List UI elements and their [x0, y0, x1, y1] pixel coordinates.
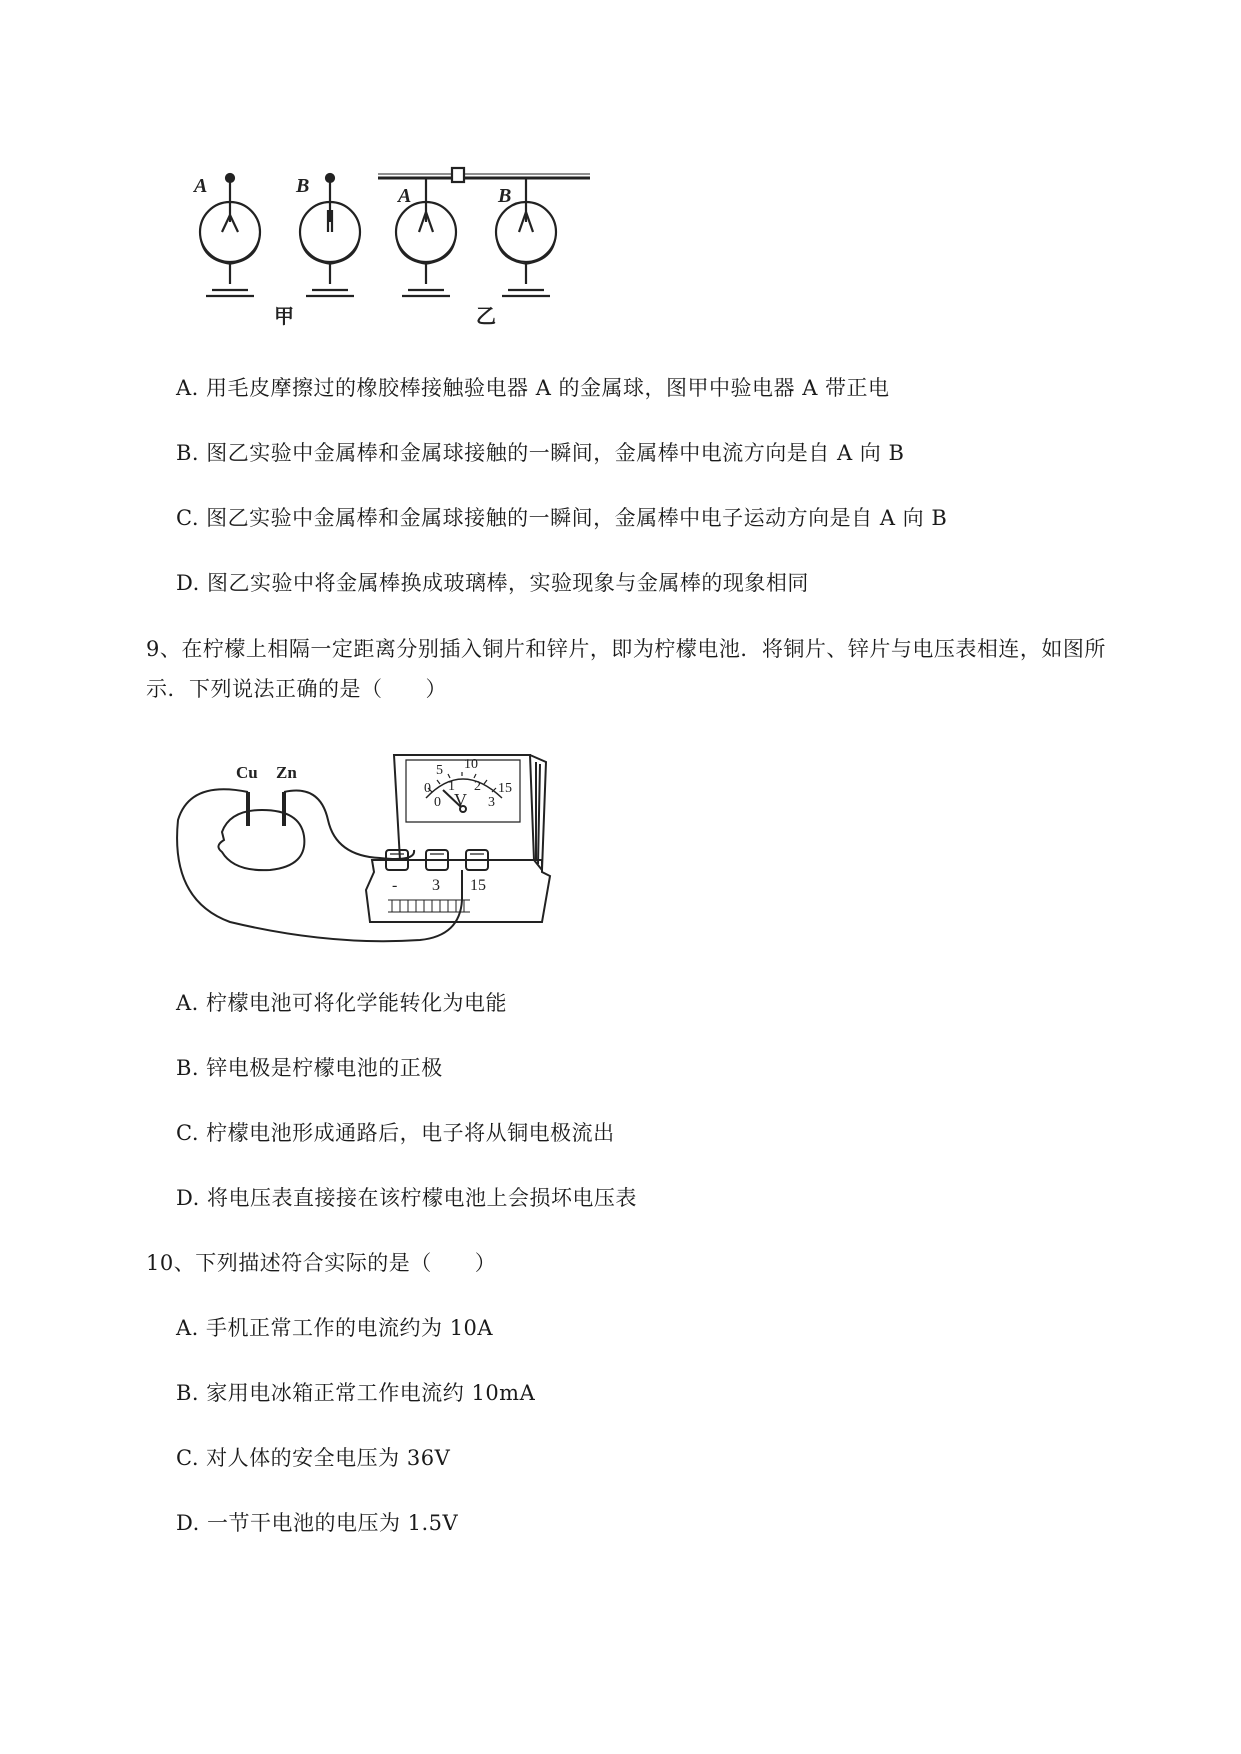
label-b-yi: B [498, 185, 512, 207]
q10-option-b: B. 家用电冰箱正常工作电流约 10mA [176, 1381, 536, 1405]
label-cu: Cu [236, 763, 258, 782]
dial-lower-0: 0 [434, 795, 441, 810]
dial-upper-15: 15 [498, 781, 512, 796]
electroscope-a-jia [200, 174, 260, 296]
lemon [218, 810, 304, 870]
dial-upper-0: 0 [424, 781, 431, 796]
label-a-yi: A [398, 185, 412, 207]
q10-option-d: D. 一节干电池的电压为 1.5V [176, 1511, 459, 1535]
q9-stem-line1: 9、在柠檬上相隔一定距离分别插入铜片和锌片，即为柠檬电池．将铜片、锌片与电压表相连，如图所 [146, 637, 1106, 661]
q8-option-c: C. 图乙实验中金属棒和金属球接触的一瞬间，金属棒中电子运动方向是自 A 向 B [176, 506, 948, 530]
q9-option-b: B. 锌电极是柠檬电池的正极 [176, 1056, 443, 1080]
q9-option-d: D. 将电压表直接接在该柠檬电池上会损坏电压表 [176, 1186, 637, 1210]
terminal-15-label: 15 [470, 877, 486, 894]
terminal-3-label: 3 [432, 877, 440, 894]
q10-stem: 10、下列描述符合实际的是（ ） [146, 1251, 497, 1275]
electroscope-figure [190, 160, 610, 330]
q10-option-c: C. 对人体的安全电压为 36V [176, 1446, 451, 1470]
q9-stem-line2: 示．下列说法正确的是（ ） [146, 677, 447, 701]
q10-option-a: A. 手机正常工作的电流约为 10A [176, 1316, 494, 1340]
wire-copper [177, 789, 462, 941]
dial-lower-1: 1 [448, 779, 455, 794]
meter-symbol: V [454, 790, 467, 810]
voltmeter [366, 755, 550, 922]
dial-upper-5: 5 [436, 763, 443, 778]
dial-upper-10: 10 [464, 757, 478, 772]
q8-option-a: A. 用毛皮摩擦过的橡胶棒接触验电器 A 的金属球，图甲中验电器 A 带正电 [176, 376, 890, 400]
dial-lower-2: 2 [474, 779, 481, 794]
q8-option-b: B. 图乙实验中金属棒和金属球接触的一瞬间，金属棒中电流方向是自 A 向 B [176, 441, 905, 465]
q9-option-a: A. 柠檬电池可将化学能转化为电能 [176, 991, 508, 1015]
dial-lower-3: 3 [488, 795, 495, 810]
caption-jia: 甲 [274, 306, 294, 328]
q8-option-d: D. 图乙实验中将金属棒换成玻璃棒，实验现象与金属棒的现象相同 [176, 571, 809, 595]
terminal-minus-label: - [392, 877, 398, 894]
label-a-jia: A [194, 175, 208, 197]
label-zn: Zn [276, 763, 297, 782]
q9-option-c: C. 柠檬电池形成通路后，电子将从铜电极流出 [176, 1121, 615, 1145]
caption-yi: 乙 [476, 306, 496, 328]
metal-bar [378, 168, 590, 182]
lemon-battery-figure [170, 740, 590, 950]
label-b-jia: B [296, 175, 310, 197]
